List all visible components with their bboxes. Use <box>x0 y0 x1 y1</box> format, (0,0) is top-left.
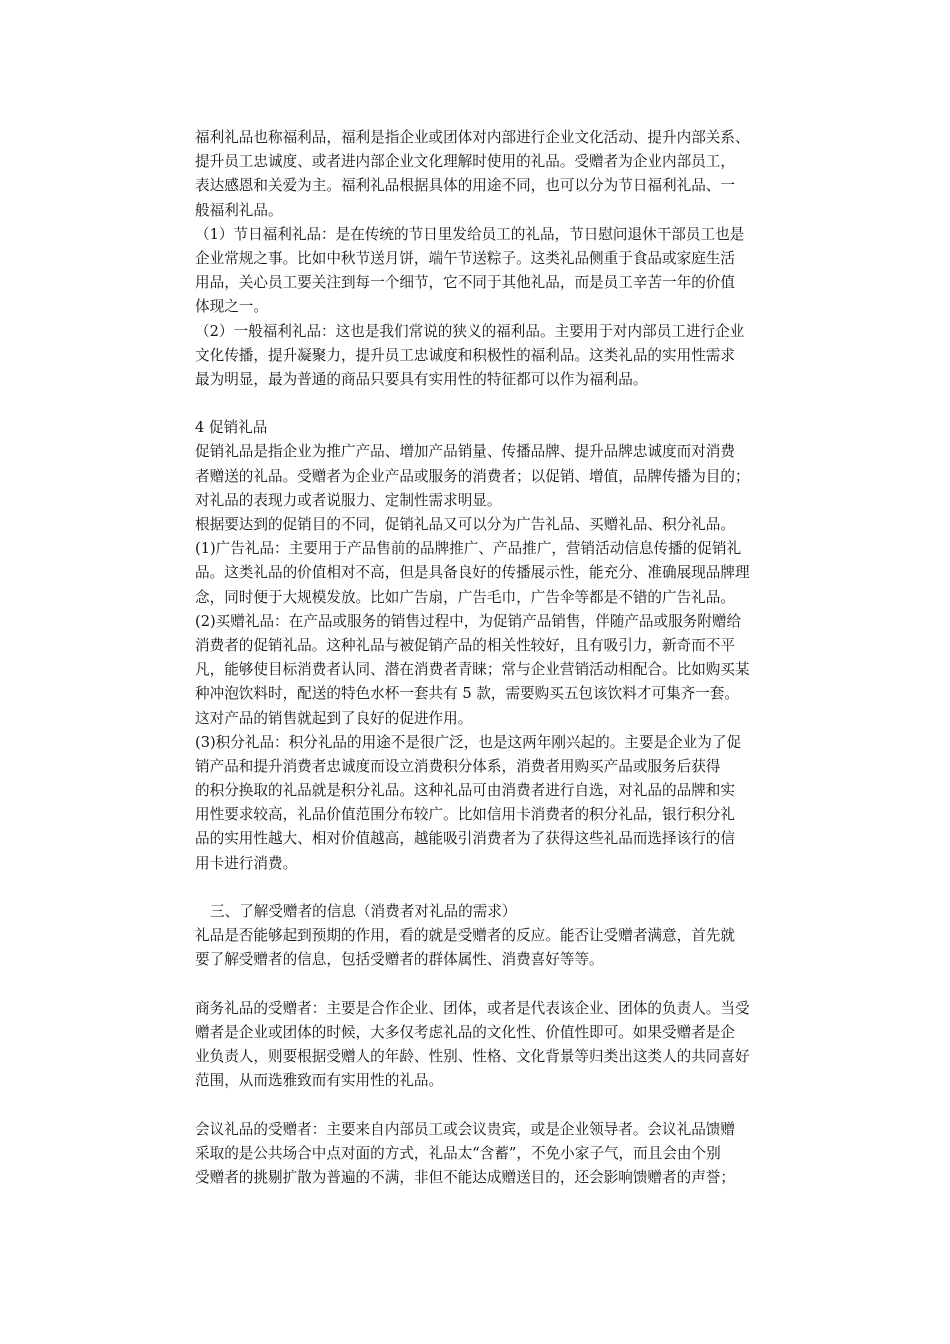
meeting-recipients-paragraph <box>195 1118 815 1191</box>
promo-intro-paragraph <box>195 440 815 537</box>
text-line: 表达感恩和关爱为主。福利礼品根据具体的用途不同，也可以分为节日福利礼品、一 <box>195 177 735 195</box>
text-line: 品的实用性越大、相对价值越高，越能吸引消费者为了获得这些礼品而选择该行的信 <box>195 830 735 848</box>
text-line: 消费者的促销礼品。这种礼品与被促销产品的相关性较好，且有吸引力，新奇而不平 <box>195 636 735 654</box>
text-line: 范围，从而选雅致而有实用性的礼品。 <box>195 1072 444 1090</box>
promo-heading: 4 促销礼品 <box>195 419 268 437</box>
text-line: 凡，能够使目标消费者认同、潜在消费者青睐；常与企业营销活动相配合。比如购买某 <box>195 661 750 679</box>
text-line: 销产品和提升消费者忠诚度而设立消费积分体系，消费者用购买产品或服务后获得 <box>195 757 721 775</box>
text-line: 赠者是企业或团体的时候，大多仅考虑礼品的文化性、价值性即可。如果受赠者是企 <box>195 1023 735 1041</box>
text-line: 采取的是公共场合中点对面的方式，礼品太“含蓄”，不免小家子气，而且会由个别 <box>195 1144 721 1162</box>
paragraph-spacer <box>195 1094 815 1118</box>
text-line: (1)广告礼品：主要用于产品售前的品牌推广、产品推广，营销活动信息传播的促销礼 <box>195 540 742 558</box>
text-line: 用品，关心员工要关注到每一个细节，它不同于其他礼品，而是员工辛苦一年的价值 <box>195 274 735 292</box>
section3-heading: 三、了解受赠者的信息（消费者对礼品的需求） <box>210 903 517 920</box>
text-line: 般福利礼品。 <box>195 201 283 219</box>
promo-buy-paragraph <box>195 610 815 731</box>
text-line: 这对产品的销售就起到了良好的促进作用。 <box>195 709 473 727</box>
text-line: 促销礼品是指企业为推广产品、增加产品销量、传播品牌、提升品牌忠诚度而对消费 <box>195 443 735 461</box>
business-recipients-paragraph <box>195 997 815 1094</box>
text-line: 用卡进行消费。 <box>195 854 298 872</box>
promo-points-paragraph <box>195 731 815 876</box>
text-line: 业负责人，则要根据受赠人的年龄、性别、性格、文化背景等归类出这类人的共同喜好 <box>195 1048 750 1066</box>
welfare-intro-paragraph <box>195 126 815 223</box>
text-line: 品。这类礼品的价值相对不高，但是具备良好的传播展示性，能充分、准确展现品牌理 <box>195 564 750 582</box>
text-line: 的积分换取的礼品就是积分礼品。这种礼品可由消费者进行自选，对礼品的品牌和实 <box>195 782 735 800</box>
text-line: 念，同时便于大规模发放。比如广告扇，广告毛巾，广告伞等都是不错的广告礼品。 <box>195 588 735 606</box>
text-line: 对礼品的表现力或者说服力、定制性需求明显。 <box>195 491 502 509</box>
welfare-holiday-paragraph <box>195 223 815 320</box>
text-line: 种冲泡饮料时，配送的特色水杯一套共有 5 款，需要购买五包该饮料才可集齐一套。 <box>195 685 739 703</box>
document-page <box>195 126 815 1190</box>
text-line: 受赠者的挑剔扩散为普遍的不满，非但不能达成赠送目的，还会影响馈赠者的声誉； <box>195 1169 735 1187</box>
text-line: (3)积分礼品：积分礼品的用途不是很广泛，也是这两年刚兴起的。主要是企业为了促 <box>195 733 742 751</box>
text-line: 文化传播，提升凝聚力，提升员工忠诚度和积极性的福利品。这类礼品的实用性需求 <box>195 346 735 364</box>
text-line: (2)买赠礼品：在产品或服务的销售过程中，为促销产品销售，伴随产品或服务附赠给 <box>195 612 742 630</box>
text-line: 根据要达到的促销目的不同，促销礼品又可以分为广告礼品、买赠礼品、积分礼品。 <box>195 516 735 533</box>
welfare-general-paragraph <box>195 320 815 393</box>
text-line: 最为明显，最为普通的商品只要具有实用性的特征都可以作为福利品。 <box>195 370 648 388</box>
section3-intro-paragraph <box>195 924 815 972</box>
text-line: 会议礼品的受赠者：主要来自内部员工或会议贵宾，或是企业领导者。会议礼品馈赠 <box>195 1120 735 1138</box>
paragraph-spacer <box>195 392 815 416</box>
promo-ad-paragraph <box>195 537 815 610</box>
text-line: 者赠送的礼品。受赠者为企业产品或服务的消费者；以促销、增值，品牌传播为目的； <box>195 467 750 485</box>
text-line: 用性要求较高，礼品价值范围分布较广。比如信用卡消费者的积分礼品，银行积分礼 <box>195 806 735 824</box>
paragraph-spacer <box>195 876 815 900</box>
text-line: 商务礼品的受赠者：主要是合作企业、团体，或者是代表该企业、团体的负责人。当受 <box>195 999 750 1017</box>
text-line: 提升员工忠诚度、或者进内部企业文化理解时使用的礼品。受赠者为企业内部员工， <box>195 153 735 171</box>
text-line: （1）节日福利礼品：是在传统的节日里发给员工的礼品，节日慰问退休干部员工也是 <box>195 225 745 243</box>
text-line: 福利礼品也称福利品，福利是指企业或团体对内部进行企业文化活动、提升内部关系、 <box>195 129 750 146</box>
text-line: 体现之一。 <box>195 298 268 316</box>
text-line: 礼品是否能够起到预期的作用，看的就是受赠者的反应。能否让受赠者满意，首先就 <box>195 927 735 945</box>
text-line: 要了解受赠者的信息，包括受赠者的群体属性、消费喜好等等。 <box>195 951 604 969</box>
text-line: 企业常规之事。比如中秋节送月饼，端午节送粽子。这类礼品侧重于食品或家庭生活 <box>195 249 735 267</box>
paragraph-spacer <box>195 973 815 997</box>
text-line: （2）一般福利礼品：这也是我们常说的狭义的福利品。主要用于对内部员工进行企业 <box>195 322 745 340</box>
